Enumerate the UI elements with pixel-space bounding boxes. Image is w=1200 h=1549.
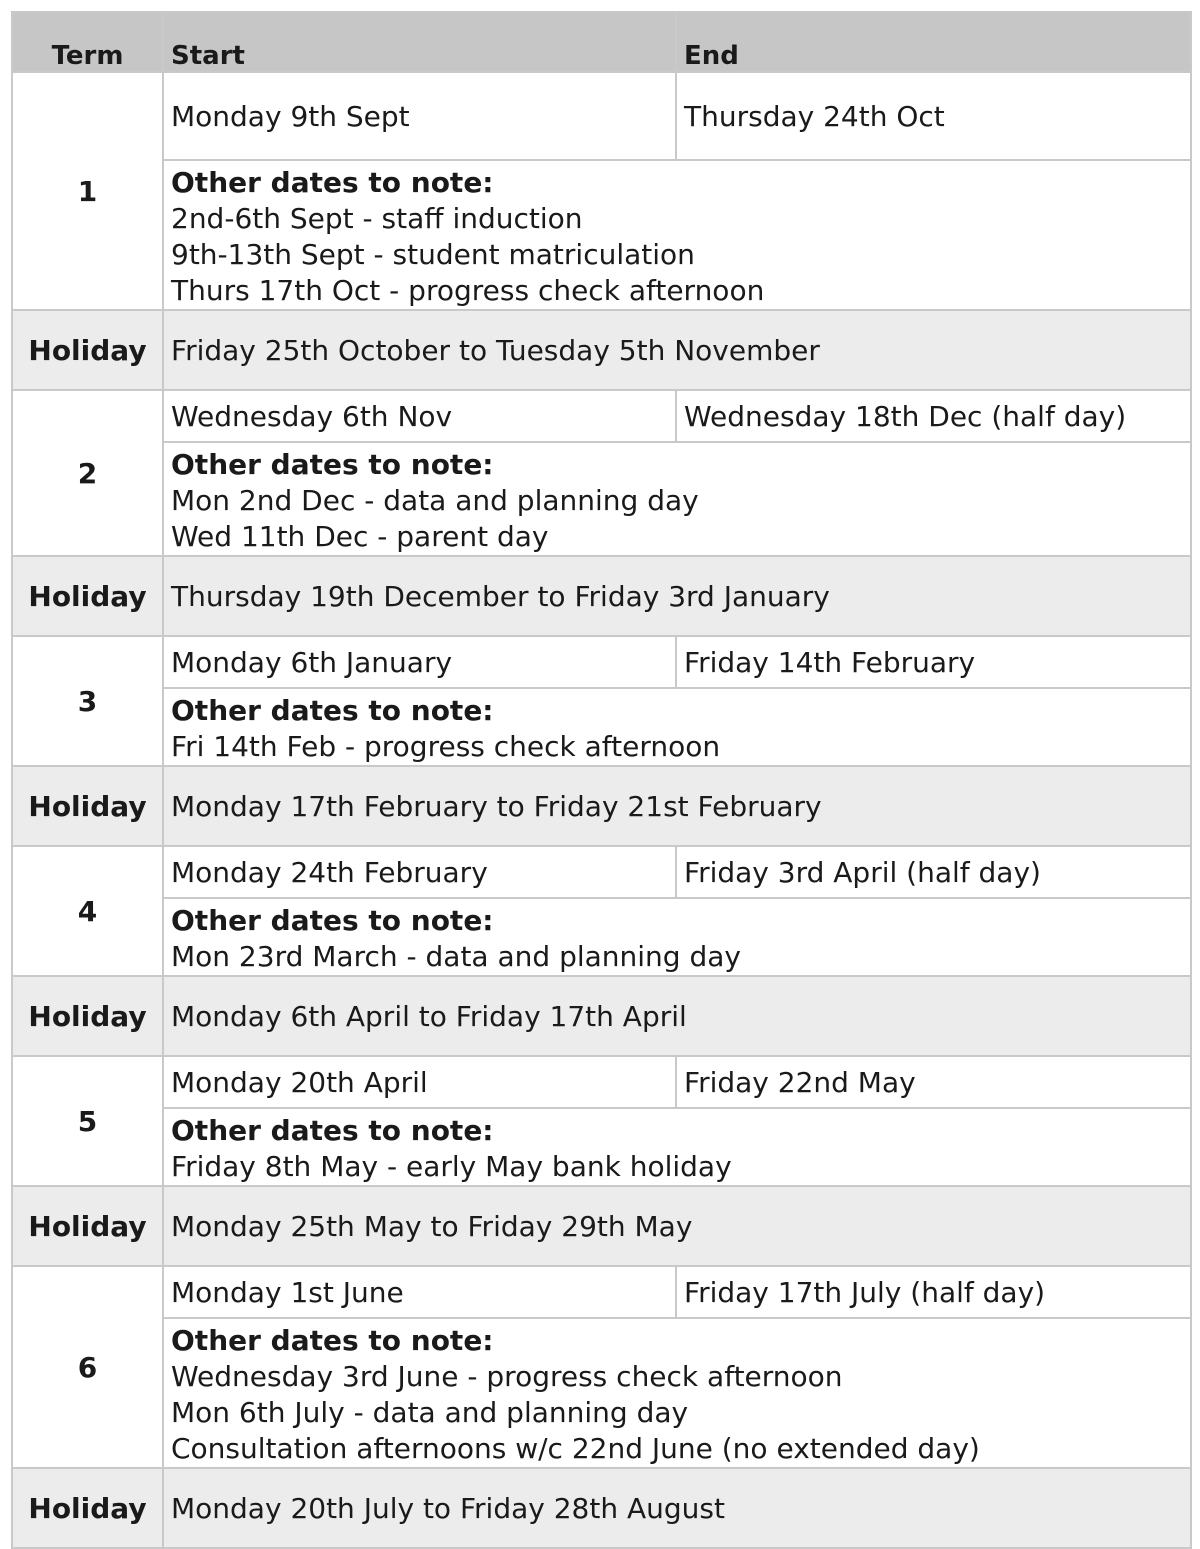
term-end-date: Friday 17th July (half day) <box>676 1266 1191 1318</box>
term-notes <box>163 898 1191 976</box>
notes-title: Other dates to note: <box>171 694 494 727</box>
header-row <box>12 12 1191 72</box>
term-row <box>12 390 1191 442</box>
holiday-row <box>12 310 1191 390</box>
term-start-date: Monday 1st June <box>163 1266 676 1318</box>
term-notes <box>163 688 1191 766</box>
term-notes <box>163 1108 1191 1186</box>
term-number: 2 <box>12 390 163 556</box>
term-notes <box>163 160 1191 310</box>
notes-title: Other dates to note: <box>171 166 494 199</box>
term-row <box>12 1056 1191 1108</box>
term-notes-row <box>12 442 1191 556</box>
note-item: Mon 6th July - data and planning day <box>171 1396 689 1429</box>
term-number: 6 <box>12 1266 163 1468</box>
term-end-date: Thursday 24th Oct <box>676 72 1191 160</box>
term-end-date: Friday 3rd April (half day) <box>676 846 1191 898</box>
notes-title: Other dates to note: <box>171 448 494 481</box>
term-notes-row <box>12 898 1191 976</box>
term-start-date: Wednesday 6th Nov <box>163 390 676 442</box>
term-row <box>12 636 1191 688</box>
note-item: 2nd-6th Sept - staff induction <box>171 202 583 235</box>
notes-title: Other dates to note: <box>171 1114 494 1147</box>
note-item: Wednesday 3rd June - progress check afternoon <box>171 1360 843 1393</box>
holiday-label: Holiday <box>12 556 163 636</box>
term-end-date: Friday 14th February <box>676 636 1191 688</box>
note-item: 9th-13th Sept - student matriculation <box>171 238 695 271</box>
holiday-dates: Thursday 19th December to Friday 3rd January <box>163 556 1191 636</box>
holiday-label: Holiday <box>12 766 163 846</box>
note-item: Consultation afternoons w/c 22nd June (no extended day) <box>171 1432 980 1465</box>
note-item: Thurs 17th Oct - progress check afternoon <box>171 274 765 307</box>
holiday-dates: Monday 20th July to Friday 28th August <box>163 1468 1191 1548</box>
term-row <box>12 72 1191 160</box>
term-end-date: Friday 22nd May <box>676 1056 1191 1108</box>
holiday-dates: Friday 25th October to Tuesday 5th November <box>163 310 1191 390</box>
term-notes <box>163 1318 1191 1468</box>
note-item: Fri 14th Feb - progress check afternoon <box>171 730 721 763</box>
note-item: Mon 23rd March - data and planning day <box>171 940 741 973</box>
header-start: Start <box>163 12 676 72</box>
note-item: Mon 2nd Dec - data and planning day <box>171 484 699 517</box>
holiday-label: Holiday <box>12 1468 163 1548</box>
holiday-row <box>12 1468 1191 1548</box>
term-number: 3 <box>12 636 163 766</box>
term-number: 1 <box>12 72 163 310</box>
note-item: Wed 11th Dec - parent day <box>171 520 549 553</box>
term-end-date: Wednesday 18th Dec (half day) <box>676 390 1191 442</box>
term-notes-row <box>12 1318 1191 1468</box>
holiday-row <box>12 766 1191 846</box>
notes-title: Other dates to note: <box>171 904 494 937</box>
notes-title: Other dates to note: <box>171 1324 494 1357</box>
term-start-date: Monday 24th February <box>163 846 676 898</box>
term-start-date: Monday 6th January <box>163 636 676 688</box>
term-row <box>12 1266 1191 1318</box>
holiday-dates: Monday 17th February to Friday 21st February <box>163 766 1191 846</box>
term-dates-table <box>11 11 1192 1549</box>
term-notes-row <box>12 688 1191 766</box>
note-item: Friday 8th May - early May bank holiday <box>171 1150 732 1183</box>
term-notes-row <box>12 160 1191 310</box>
term-number: 4 <box>12 846 163 976</box>
header-term: Term <box>12 12 163 72</box>
term-notes-row <box>12 1108 1191 1186</box>
holiday-dates: Monday 25th May to Friday 29th May <box>163 1186 1191 1266</box>
holiday-row <box>12 1186 1191 1266</box>
term-start-date: Monday 20th April <box>163 1056 676 1108</box>
holiday-row <box>12 976 1191 1056</box>
term-start-date: Monday 9th Sept <box>163 72 676 160</box>
term-notes <box>163 442 1191 556</box>
term-number: 5 <box>12 1056 163 1186</box>
header-end: End <box>676 12 1191 72</box>
holiday-dates: Monday 6th April to Friday 17th April <box>163 976 1191 1056</box>
holiday-label: Holiday <box>12 310 163 390</box>
holiday-row <box>12 556 1191 636</box>
term-row <box>12 846 1191 898</box>
holiday-label: Holiday <box>12 976 163 1056</box>
holiday-label: Holiday <box>12 1186 163 1266</box>
